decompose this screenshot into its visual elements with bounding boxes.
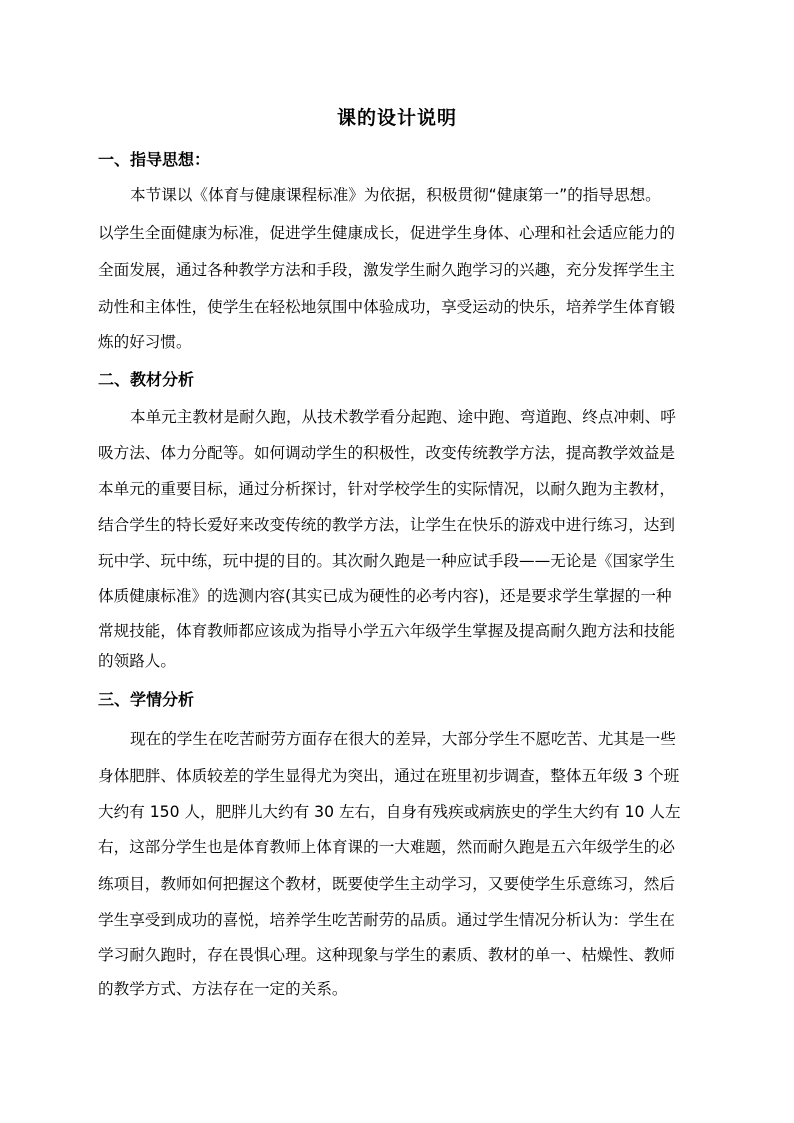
paragraph-line: 常规技能，体育教师都应该成为指导小学五六年级学生掌握及提高耐久跑方法和技能 (98, 622, 675, 640)
paragraph-line: 大约有 150 人，肥胖儿大约有 30 左右，自身有残疾或病族史的学生大约有 10 人左 (98, 803, 681, 821)
section-heading-student-analysis: 三、学情分析 (98, 690, 195, 709)
paragraph-line: 练项目，教师如何把握这个教材，既要使学生主动学习，又要使学生乐意练习，然后 (98, 875, 675, 893)
section-heading-material-analysis: 二、教材分析 (98, 370, 195, 389)
paragraph-line: 本单元主教材是耐久跑，从技术教学看分起跑、途中跑、弯道跑、终点冲刺、呼 (130, 408, 676, 426)
paragraph-line: 动性和主体性，使学生在轻松地氛围中体验成功，享受运动的快乐，培养学生体育锻 (98, 298, 675, 316)
paragraph-line: 本单元的重要目标，通过分析探讨，针对学校学生的实际情况，以耐久跑为主教材， (98, 480, 675, 498)
paragraph-line: 的教学方式、方法存在一定的关系。 (98, 980, 348, 998)
paragraph-line: 右，这部分学生也是体育教师上体育课的一大难题，然而耐久跑是五六年级学生的必 (98, 838, 675, 856)
paragraph-line: 以学生全面健康为标准，促进学生健康成长，促进学生身体、心理和社会适应能力的 (98, 224, 675, 242)
paragraph-line: 现在的学生在吃苦耐劳方面存在很大的差异，大部分学生不愿吃苦、尤其是一些 (130, 730, 676, 748)
paragraph-line: 的领路人。 (98, 652, 176, 670)
paragraph-line: 本节课以《体育与健康课程标准》为依据，积极贯彻“健康第一”的指导思想。 (130, 186, 661, 204)
paragraph-line: 身体肥胖、体质较差的学生显得尤为突出，通过在班里初步调查，整体五年级 3 个班 (98, 767, 680, 785)
paragraph-line: 学生享受到成功的喜悦，培养学生吃苦耐劳的品质。通过学生情况分析认为：学生在 (98, 911, 675, 929)
paragraph-line: 结合学生的特长爱好来改变传统的教学方法，让学生在快乐的游戏中进行练习，达到 (98, 516, 675, 534)
paragraph-line: 吸方法、体力分配等。如何调动学生的积极性，改变传统教学方法，提高教学效益是 (98, 444, 675, 462)
section-heading-guiding-thought: 一、指导思想： (98, 150, 211, 169)
paragraph-line: 全面发展，通过各种教学方法和手段，激发学生耐久跑学习的兴趣，充分发挥学生主 (98, 261, 675, 279)
paragraph-line: 体质健康标准》的选测内容(其实已成为硬性的必考内容)，还是要求学生掌握的一种 (98, 587, 672, 605)
document-title: 课的设计说明 (336, 107, 457, 129)
paragraph-line: 学习耐久跑时，存在畏惧心理。这种现象与学生的素质、教材的单一、枯燥性、教师 (98, 946, 675, 964)
paragraph-line: 炼的好习惯。 (98, 333, 192, 351)
paragraph-line: 玩中学、玩中练，玩中提的目的。其次耐久跑是一种应试手段——无论是《国家学生 (98, 552, 675, 570)
